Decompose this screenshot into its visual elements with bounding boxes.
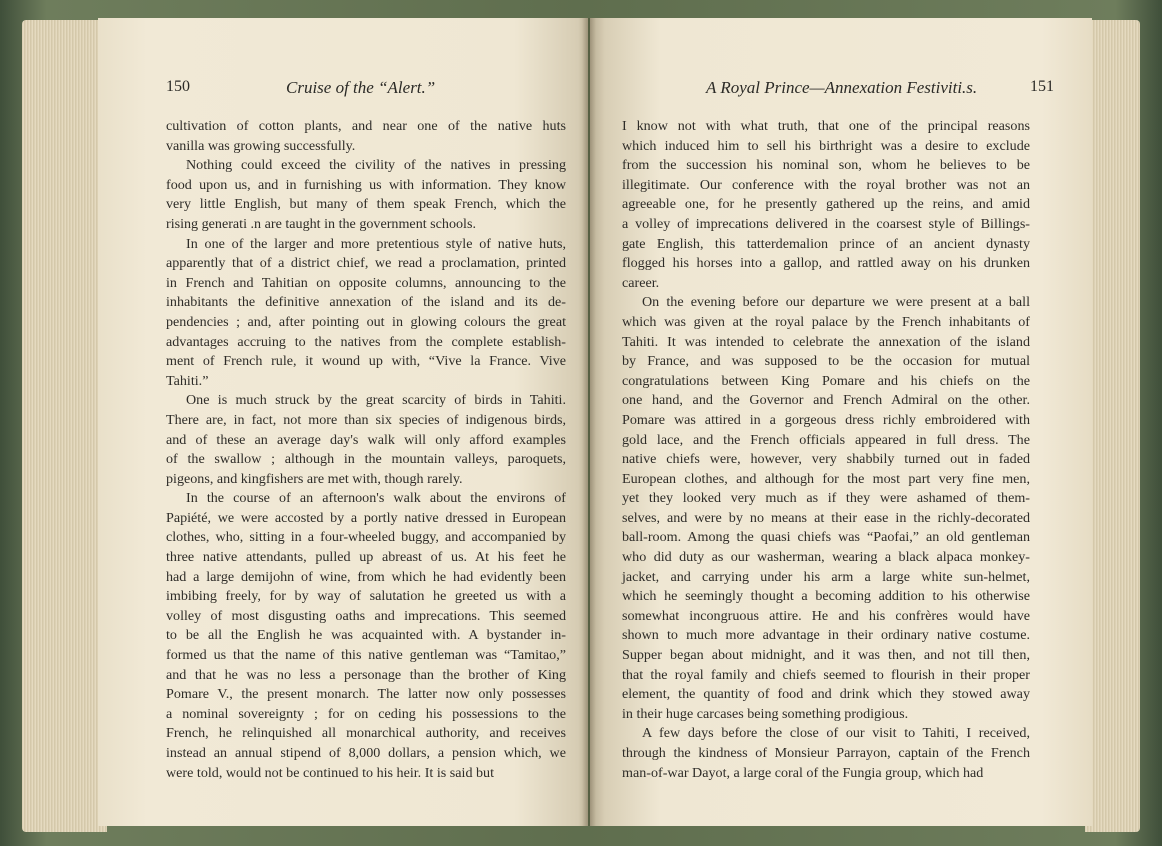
text-line: who did duty as our washerman, wearing a black alpaca monkey- [622,549,1030,566]
text-line: pendencies ; and, after pointing out in glowing colours the great [166,313,566,330]
text-line: and of these an average day's walk will only afford examples [166,431,566,448]
text-line: One is much struck by the great scarcity of birds in Tahiti. [186,392,566,409]
text-line: instead an annual stipend of 8,000 dollars, a pension which, we [166,745,566,761]
text-line: In the course of an afternoon's walk about the environs of [186,490,566,507]
text-line: yet they looked very much as if they were ashamed of them- [622,490,1030,507]
text-line: illegitimate. Our conference with the royal brother was not an [622,176,1030,193]
text-line: a volley of imprecations delivered in the coarsest style of Billings- [622,215,1030,232]
text-line: flogged his horses into a gallop, and rattled away on his drunken [622,255,1030,272]
text-line: clothes, who, sitting in a four-wheeled buggy, and accompanied by [166,529,566,546]
text-line: apparently that of a district chief, we read a proclamation, printed [166,255,566,272]
text-line: native chiefs were, however, very shabbily turned out in faded [622,451,1030,468]
text-line: in French and Tahitian on opposite columns, announcing to the [166,274,566,291]
text-line: very little English, but many of them speak French, which the [166,196,566,213]
text-line: There are, in fact, not more than six species of indigenous birds, [166,411,566,428]
text-line: gold lace, and the French officials appeared in full dress. The [622,431,1030,448]
book-gutter [582,18,596,826]
text-line: ment of French rule, it wound up with, “Vive la France. Vive [166,353,566,370]
text-line: Tahiti.” [166,372,209,389]
text-line: A few days before the close of our visit to Tahiti, I received, [642,725,1030,742]
text-line: three native attendants, pulled up abreast of us. At his feet he [166,549,566,566]
text-line: volley of most disgusting oaths and imprecations. This seemed [166,607,566,624]
text-line: food upon us, and in furnishing us with information. They know [166,176,566,193]
text-line: jacket, and carrying under his arm a large white sun-helmet, [622,568,1030,585]
text-line: to be all the English he was acquainted with. A bystander in- [166,627,566,644]
text-line: were told, would not be continued to his heir. It is said but [166,764,495,781]
text-line: vanilla was growing successfully. [166,137,356,154]
text-line: of the swallow ; although in the mountain valleys, paroquets, [166,451,566,468]
text-line: by France, and was supposed to be the occasion for mutual [622,353,1030,370]
text-line: In one of the larger and more pretentious style of native huts, [186,235,566,252]
text-line: European clothes, and although for the most part very fine men, [622,470,1030,487]
text-line: gate English, this tatterdemalion prince of an ancient dynasty [622,235,1030,252]
text-line: which induced him to sell his birthright was a desire to exclude [622,137,1030,154]
text-line: rising generati .n are taught in the government schools. [166,215,476,232]
text-line: that the royal family and chiefs seemed to flourish in their proper [622,666,1030,683]
text-line: Pomare was attired in a gorgeous dress richly embroidered with [622,411,1030,428]
text-line: imbibing freely, for by way of salutation he greeted us with a [166,588,566,605]
text-line: through the kindness of Monsieur Parrayon, captain of the French [622,745,1030,761]
text-line: element, the quantity of food and drink which they stowed away [622,686,1030,703]
text-line: from the succession his nominal son, whom he believes to be [622,157,1030,174]
text-line: which he seemingly thought a becoming addition to his otherwise [622,588,1030,605]
text-line: and that he was no less a personage than the brother of King [166,666,566,683]
text-line: ball-room. Among the quasi chiefs was “Paofai,” an old gentleman [622,529,1030,546]
text-line: Supper began about midnight, and it was then, and not till then, [622,647,1030,664]
text-line: inhabitants the definitive annexation of the island and its de- [166,294,566,311]
text-line: pigeons, and kingfishers are met with, though rarely. [166,470,463,487]
text-line: Tahiti. It was intended to celebrate the annexation of the island [622,333,1030,350]
text-line: in their huge carcases being something prodigious. [622,705,909,722]
text-line: a nominal sovereignty ; for on ceding his possessions to the [166,705,566,722]
page-edges-left [22,20,107,832]
text-line: career. [622,274,660,291]
text-line: formed us that the name of this native gentleman was “Tamitao,” [166,647,566,664]
text-line: man-of-war Dayot, a large coral of the Fungia group, which had [622,764,984,781]
page-edges-right [1085,20,1140,832]
text-line: cultivation of cotton plants, and near one of the native huts [166,118,566,134]
right-body-text [622,117,1030,783]
text-line: advantages accruing to the natives from the complete establish- [166,333,566,350]
text-line: I know not with what truth, that one of the principal reasons [622,118,1030,134]
text-line: congratulations between King Pomare and his chiefs on the [622,372,1030,389]
left-page-number: 150 [166,78,190,95]
text-line: On the evening before our departure we were present at a ball [642,294,1030,311]
text-line: had a large demijohn of wine, from which he had evidently been [166,568,566,585]
text-line: which was given at the royal palace by the French inhabitants of [622,313,1030,330]
text-line: shown to much more advantage in their ordinary native costume. [622,627,1030,644]
text-line: Papiété, we were accosted by a portly native dressed in European [166,509,566,526]
right-page-number: 151 [1030,78,1054,95]
right-running-head: A Royal Prince—Annexation Festiviti.s. [706,78,978,97]
text-line: selves, and were by no means at their ease in the richly-decorated [622,509,1030,526]
left-body-text [166,117,566,783]
text-line: French, he relinquished all monarchical authority, and receives [166,725,566,742]
text-line: somewhat incongruous attire. He and his confrères would have [622,607,1030,624]
text-line: agreeable one, for he presently gathered up the reins, and amid [622,196,1030,213]
text-line: one hand, and the Governor and French Admiral on the other. [622,392,1030,409]
text-line: Nothing could exceed the civility of the natives in pressing [186,157,566,174]
text-line: Pomare V., the present monarch. The latter now only possesses [166,686,566,703]
left-running-head: Cruise of the “Alert.” [286,78,436,97]
